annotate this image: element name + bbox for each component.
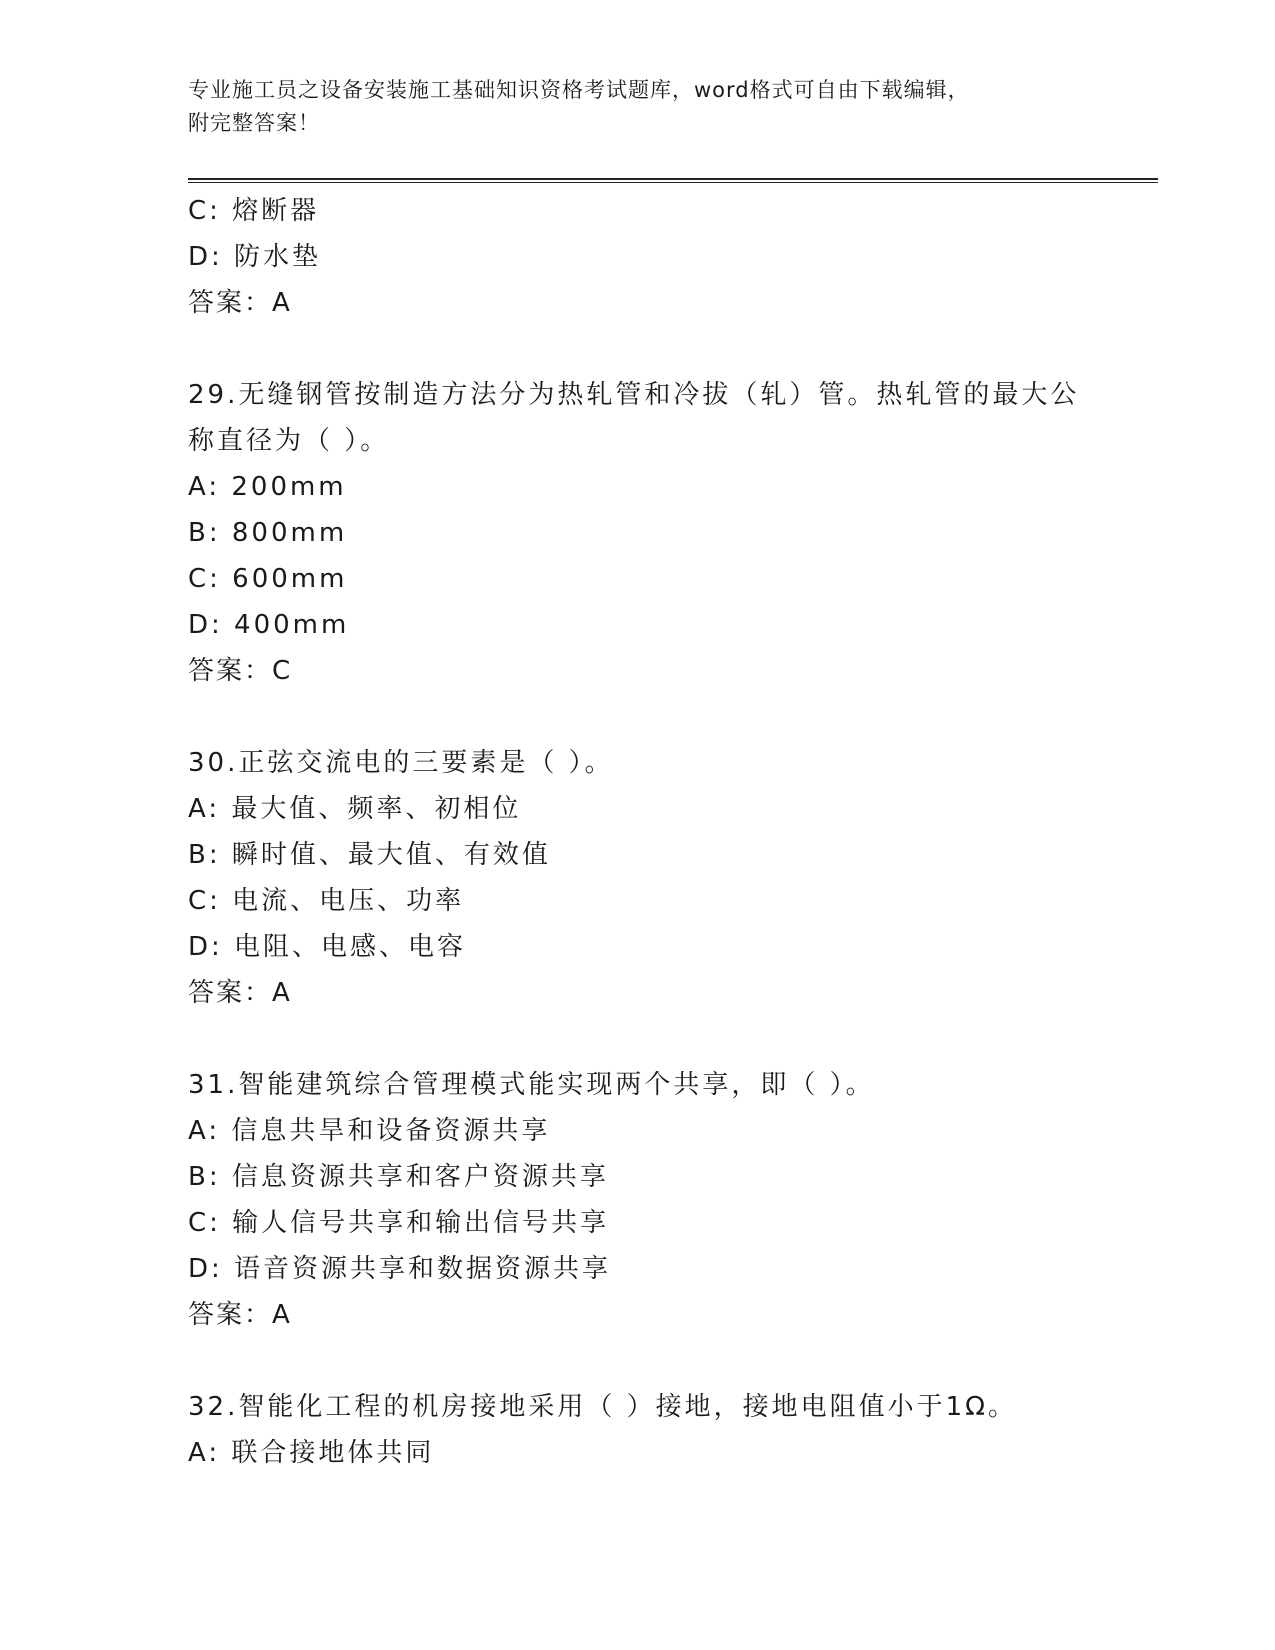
question-stem: 31.智能建筑综合管理模式能实现两个共享，即（ ）。 xyxy=(188,1070,875,1100)
option-a: A: 联合接地体共同 xyxy=(188,1438,435,1468)
continued-question xyxy=(188,188,1158,326)
option-c: C: 输人信号共享和输出信号共享 xyxy=(188,1208,610,1238)
option-a: A: 信息共旱和设备资源共享 xyxy=(188,1116,551,1146)
option-d: D: 400mm xyxy=(188,610,350,640)
question-list xyxy=(188,188,1158,1476)
question-stem: 29.无缝钢管按制造方法分为热轧管和冷拔（轧）管。热轧管的最大公 xyxy=(188,380,1080,410)
header-line-1: 专业施工员之设备安装施工基础知识资格考试题库，word格式可自由下载编辑， xyxy=(188,78,970,102)
option-a: A: 200mm xyxy=(188,472,347,502)
question-stem: 30.正弦交流电的三要素是（ ）。 xyxy=(188,748,614,778)
option-b: B: 800mm xyxy=(188,518,348,548)
option-a: A: 最大值、频率、初相位 xyxy=(188,794,522,824)
answer-line: 答案：A xyxy=(188,1300,292,1330)
header-line-2: 附完整答案！ xyxy=(188,111,320,135)
question-30 xyxy=(188,740,1158,1016)
option-d: D: 语音资源共享和数据资源共享 xyxy=(188,1254,612,1284)
question-stem-continued: 称直径为（ ）。 xyxy=(188,426,390,456)
option-d: D: 防水垫 xyxy=(188,242,322,272)
question-stem: 32.智能化工程的机房接地采用（ ）接地，接地电阻值小于1Ω。 xyxy=(188,1392,1018,1422)
question-32 xyxy=(188,1384,1158,1476)
question-31 xyxy=(188,1062,1158,1338)
question-29 xyxy=(188,372,1158,694)
document-header xyxy=(188,74,1088,140)
answer-line: 答案：A xyxy=(188,288,292,318)
spacer xyxy=(188,694,1158,740)
option-b: B: 瞬时值、最大值、有效值 xyxy=(188,840,551,870)
option-b: B: 信息资源共享和客户资源共享 xyxy=(188,1162,609,1192)
header-divider xyxy=(188,178,1158,183)
option-c: C: 熔断器 xyxy=(188,196,320,226)
spacer xyxy=(188,326,1158,372)
answer-line: 答案：A xyxy=(188,978,292,1008)
spacer xyxy=(188,1338,1158,1384)
spacer xyxy=(188,1016,1158,1062)
option-c: C: 600mm xyxy=(188,564,348,594)
answer-line: 答案：C xyxy=(188,656,293,686)
option-c: C: 电流、电压、功率 xyxy=(188,886,465,916)
option-d: D: 电阻、电感、电容 xyxy=(188,932,467,962)
